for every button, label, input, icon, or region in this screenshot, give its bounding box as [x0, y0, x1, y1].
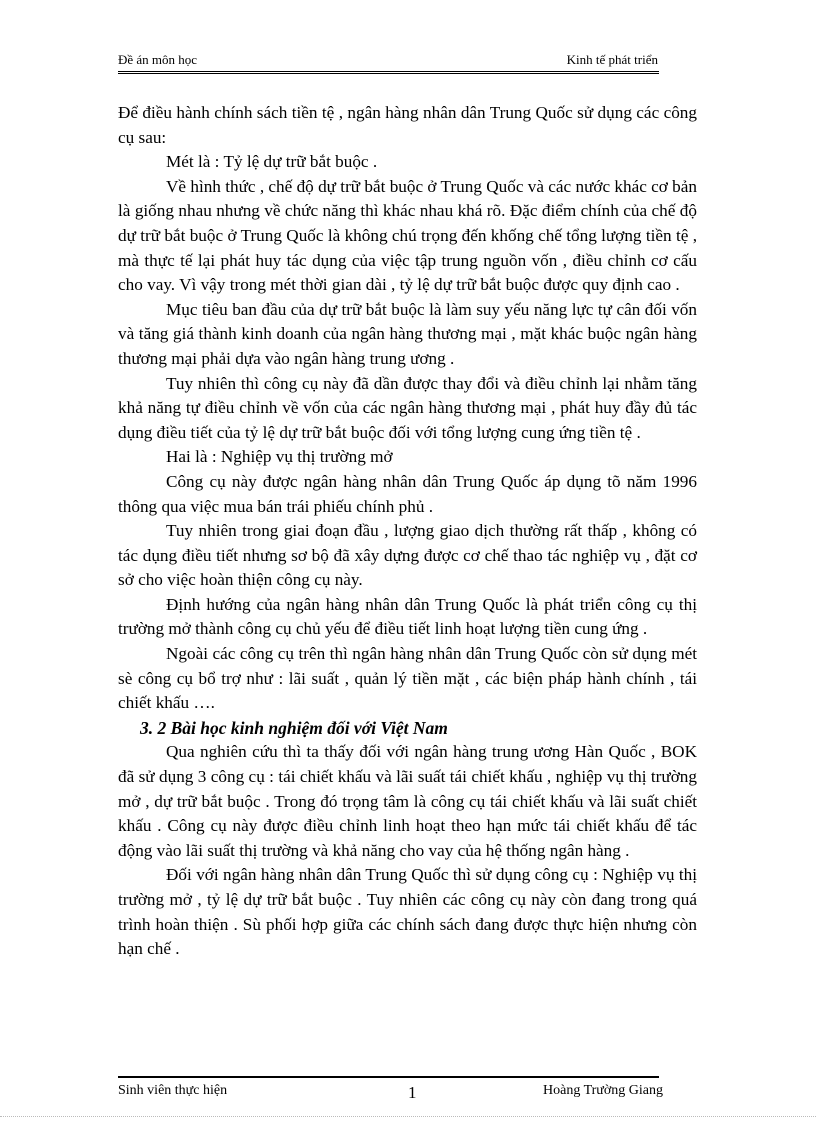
footer-author-role: Sinh viên thực hiện [118, 1083, 228, 1098]
paragraph: Tuy nhiên thì công cụ này đã dần được thay đổi và điều chỉnh lại nhằm tăng khả năng tự điều chỉnh về vốn của các ngân hàng thương mại , phát huy đầy đủ tác dụng điều tiết của tỷ lệ dự trữ bắt buộc đối với tổng lượng cung ứng tiền tệ . [118, 373, 697, 442]
paragraph-item-two: Hai là : Nghiệp vụ thị trường mở [166, 447, 393, 467]
paragraph: Về hình thức , chế độ dự trữ bắt buộc ở Trung Quốc và các nước khác cơ bản là giống nhau nhưng về chức năng thì khác nhau khá rõ. Đặc điểm chính của chế độ dự trữ bắt buộc ở Trung Quốc là không chú trọng đến khống chế tổng lượng tiền tệ , mà thực tế lại phát huy tác dụng của việc tập trung nguồn vốn , điều chỉnh cơ cấu cho vay. Vì vậy trong mét thời gian dài , tỷ lệ dự trữ bắt buộc được quy định cao . [118, 176, 697, 295]
page-header [118, 52, 658, 70]
paragraph: Công cụ này được ngân hàng nhân dân Trung Quốc áp dụng tõ năm 1996 thông qua việc mua bán trái phiếu chính phủ . [118, 471, 697, 516]
section-heading: 3. 2 Bài học kinh nghiệm đối với Việt Nam [140, 717, 448, 738]
paragraph: Ngoài các công cụ trên thì ngân hàng nhân dân Trung Quốc còn sử dụng mét sè công cụ bổ trợ như : lãi suất , quản lý tiền mặt , các biện pháp hành chính , tái chiết khấu …. [118, 644, 697, 713]
paragraph-item-one: Mét là : Tỷ lệ dự trữ bắt buộc . [166, 152, 378, 172]
footer-rule [118, 1076, 659, 1078]
page-bottom-divider [0, 1116, 816, 1117]
page-footer [118, 1083, 663, 1103]
paragraph: Mục tiêu ban đầu của dự trữ bắt buộc là làm suy yếu năng lực tự cân đối vốn và tăng giá thành kinh doanh của ngân hàng thương mại , mặt khác buộc ngân hàng thương mại phải dựa vào ngân hàng trung ương . [118, 299, 697, 368]
paragraph-intro: Để điều hành chính sách tiền tệ , ngân hàng nhân dân Trung Quốc sử dụng các công cụ sau: [118, 103, 697, 147]
paragraph: Tuy nhiên trong giai đoạn đầu , lượng giao dịch thường rất thấp , không có tác dụng điều tiết nhưng sơ bộ đã xây dựng được cơ chế thao tác nghiệp vụ , đặt cơ sở cho việc hoàn thiện công cụ này. [118, 521, 697, 590]
paragraph: Định hướng của ngân hàng nhân dân Trung Quốc là phát triển công cụ thị trường mở thành công cụ chủ yếu để điều tiết linh hoạt lượng tiền cung ứng . [118, 594, 697, 639]
header-subject-label: Kinh tế phát triển [566, 52, 658, 67]
header-course-label: Đề án môn học [118, 52, 198, 67]
paragraph: Đối với ngân hàng nhân dân Trung Quốc thì sử dụng công cụ : Nghiệp vụ thị trường mở , tỷ lệ dự trữ bắt buộc . Tuy nhiên các công cụ này còn đang trong quá trình hoàn thiện . Sù phối hợp giữa các chính sách đang được thực hiện nhưng còn hạn chế . [118, 865, 697, 959]
page-number: 1 [408, 1083, 417, 1102]
footer-author-name: Hoàng Trường Giang [543, 1083, 663, 1098]
header-rule [118, 71, 659, 74]
document-body [118, 101, 697, 962]
paragraph: Qua nghiên cứu thì ta thấy đối với ngân hàng trung ương Hàn Quốc , BOK đã sử dụng 3 công cụ : tái chiết khấu và lãi suất tái chiết khấu , nghiệp vụ thị trường mở , dự trữ bắt buộc . Trong đó trọng tâm là công cụ tái chiết khấu và lãi suất chiết khấu . Công cụ này được điều chỉnh linh hoạt theo hạn mức tái chiết khấu để tác động vào lãi suất thị trường và khả năng cho vay của hệ thống ngân hàng . [118, 742, 697, 860]
